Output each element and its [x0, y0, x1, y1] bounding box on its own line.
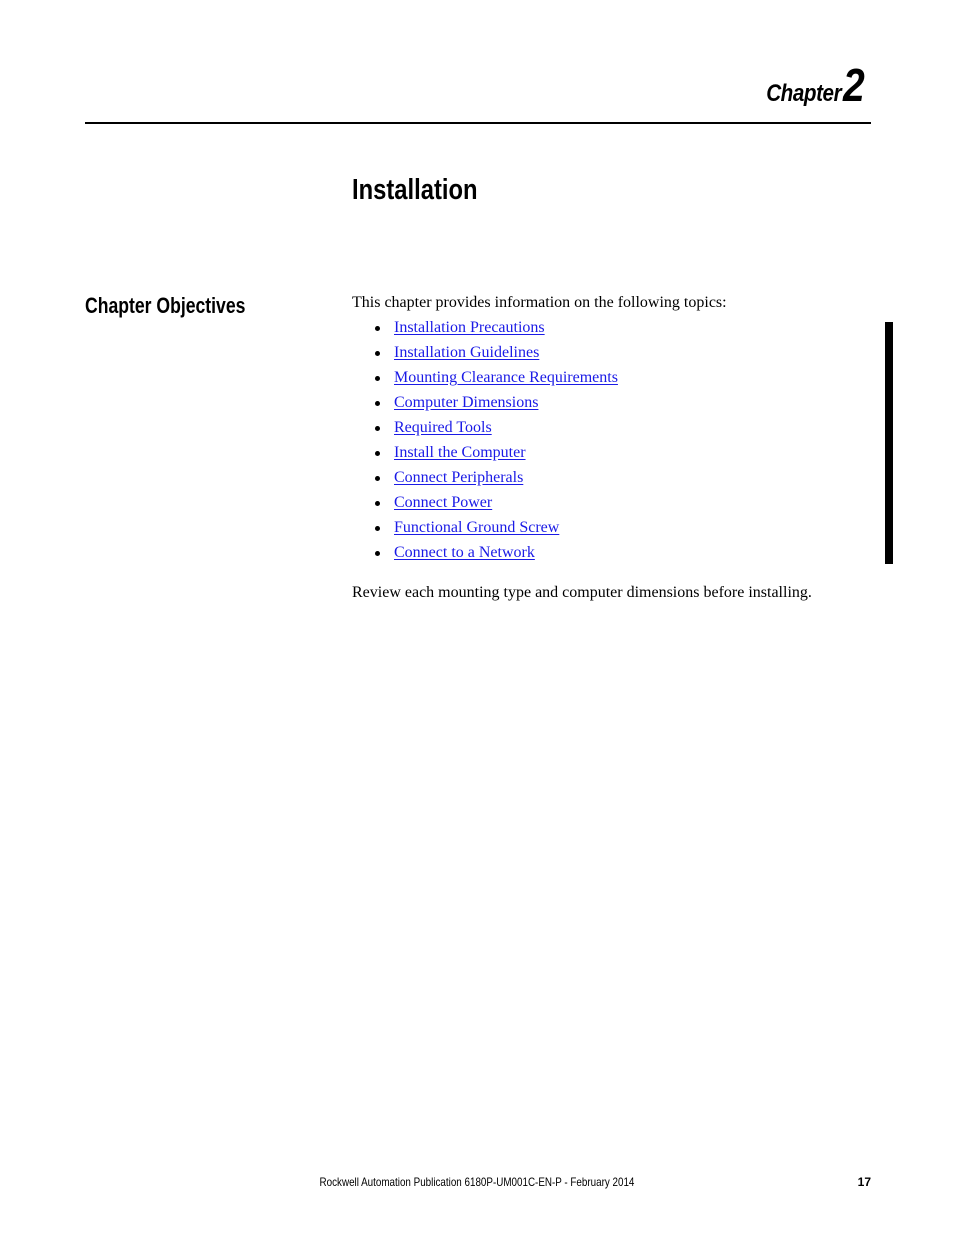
bullet-icon [375, 501, 380, 506]
topic-link-installation-guidelines[interactable]: Installation Guidelines [394, 344, 540, 361]
header-rule [85, 122, 871, 124]
bullet-icon [375, 351, 380, 356]
list-item [352, 343, 618, 368]
bullet-icon [375, 526, 380, 531]
list-item [352, 443, 618, 468]
topic-link-functional-ground-screw[interactable]: Functional Ground Screw [394, 519, 560, 536]
topic-link-connect-power[interactable]: Connect Power [394, 494, 493, 511]
topic-link-connect-peripherals[interactable]: Connect Peripherals [394, 469, 524, 486]
bullet-icon [375, 551, 380, 556]
chapter-thumb-tab [885, 322, 893, 564]
list-item [352, 518, 618, 543]
topic-link-install-computer[interactable]: Install the Computer [394, 444, 526, 461]
list-item [352, 318, 618, 343]
page-number: 17 [857, 1175, 871, 1189]
bullet-icon [375, 426, 380, 431]
topic-list [352, 318, 618, 568]
bullet-icon [375, 326, 380, 331]
list-item [352, 468, 618, 493]
intro-paragraph: This chapter provides information on the following topics: [352, 294, 727, 311]
topic-link-required-tools[interactable]: Required Tools [394, 419, 492, 436]
list-item [352, 493, 618, 518]
footer-publication-text: Rockwell Automation Publication 6180P-UM001C-EN-P - February 2014 [319, 1175, 635, 1189]
list-item [352, 393, 618, 418]
chapter-label [754, 59, 868, 111]
list-item [352, 543, 618, 568]
section-heading: Chapter Objectives [85, 293, 246, 318]
topic-link-installation-precautions[interactable]: Installation Precautions [394, 319, 545, 336]
list-item [352, 418, 618, 443]
footer-publication [0, 1175, 954, 1189]
bullet-icon [375, 476, 380, 481]
closing-paragraph: Review each mounting type and computer dimensions before installing. [352, 584, 812, 601]
page-title: Installation [352, 174, 478, 206]
topic-link-computer-dimensions[interactable]: Computer Dimensions [394, 394, 539, 411]
list-item [352, 368, 618, 393]
topic-link-mounting-clearance[interactable]: Mounting Clearance Requirements [394, 369, 618, 386]
chapter-number: 2 [842, 59, 865, 111]
topic-link-connect-network[interactable]: Connect to a Network [394, 544, 535, 561]
bullet-icon [375, 401, 380, 406]
bullet-icon [375, 376, 380, 381]
chapter-word: Chapter [765, 80, 841, 107]
bullet-icon [375, 451, 380, 456]
